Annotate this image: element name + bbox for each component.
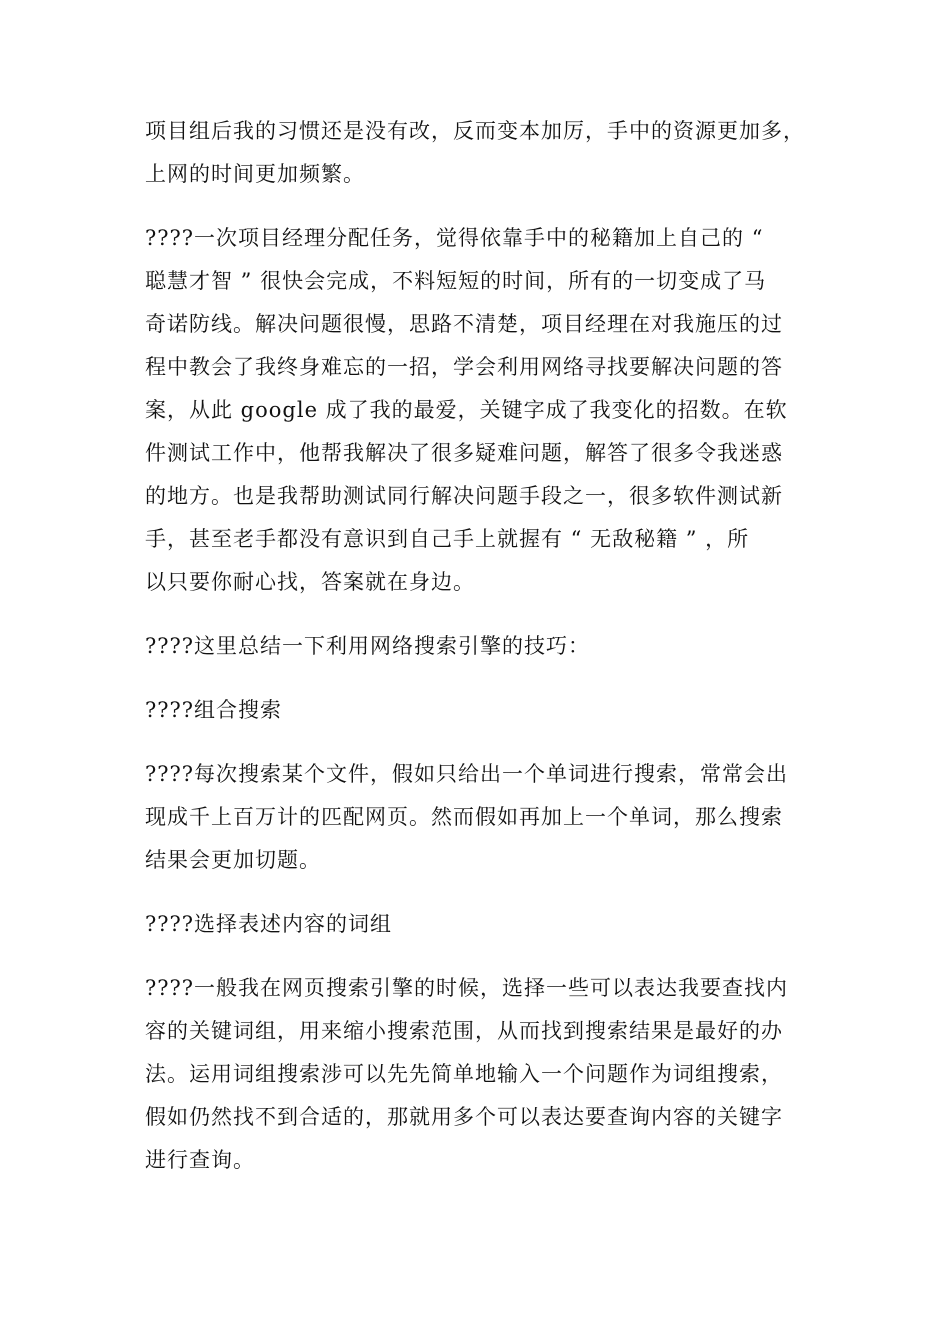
paragraph-3	[145, 625, 805, 668]
paragraph-5	[145, 753, 805, 882]
document-body	[145, 110, 805, 1203]
text-line: 手，甚至老手都没有意识到自己手上就握有 “ 无敌秘籍 ” ，所	[145, 527, 750, 551]
text-line: 奇诺防线。解决问题很慢，思路不清楚，项目经理在对我施压的过	[145, 312, 783, 336]
text-line: 上网的时间更加频繁。	[145, 162, 365, 186]
text-line: 项目组后我的习惯还是没有改，反而变本加厉，手中的资源更加多，	[145, 119, 805, 143]
text-line: ????选择表述内容的词组	[145, 912, 393, 936]
text-line: 案，从此 google 成了我的最爱，关键字成了我变化的招数。在软	[145, 398, 788, 422]
paragraph-1	[145, 110, 805, 196]
text-line: 以只要你耐心找，答案就在身边。	[145, 570, 475, 594]
text-line: ????这里总结一下利用网络搜索引擎的技巧：	[145, 634, 591, 658]
text-line: 程中教会了我终身难忘的一招，学会利用网络寻找要解决问题的答	[145, 355, 783, 379]
paragraph-2	[145, 217, 805, 604]
text-line: 聪慧才智 ” 很快会完成，不料短短的时间，所有的一切变成了马	[145, 269, 767, 293]
text-line: ????一般我在网页搜索引擎的时候，选择一些可以表达我要查找内	[145, 976, 789, 1000]
text-line: 结果会更加切题。	[145, 848, 321, 872]
text-line: 的地方。也是我帮助测试同行解决问题手段之一，很多软件测试新	[145, 484, 783, 508]
text-line: 进行查询。	[145, 1148, 255, 1172]
text-line: ????每次搜索某个文件，假如只给出一个单词进行搜索，常常会出	[145, 762, 789, 786]
paragraph-7	[145, 967, 805, 1182]
text-line: 容的关键词组，用来缩小搜索范围，从而找到搜索结果是最好的办	[145, 1019, 783, 1043]
text-line: 现成千上百万计的匹配网页。然而假如再加上一个单词，那么搜索	[145, 805, 783, 829]
section-heading-phrase-selection	[145, 903, 805, 946]
text-line: 假如仍然找不到合适的，那就用多个可以表达要查询内容的关键字	[145, 1105, 783, 1129]
section-heading-combined-search	[145, 689, 805, 732]
text-line: ????一次项目经理分配任务，觉得依靠手中的秘籍加上自己的 “	[145, 226, 764, 250]
text-line: 法。运用词组搜索涉可以先先简单地输入一个问题作为词组搜索，	[145, 1062, 783, 1086]
text-line: 件测试工作中，他帮我解决了很多疑难问题，解答了很多令我迷惑	[145, 441, 783, 465]
text-line: ????组合搜索	[145, 698, 283, 722]
